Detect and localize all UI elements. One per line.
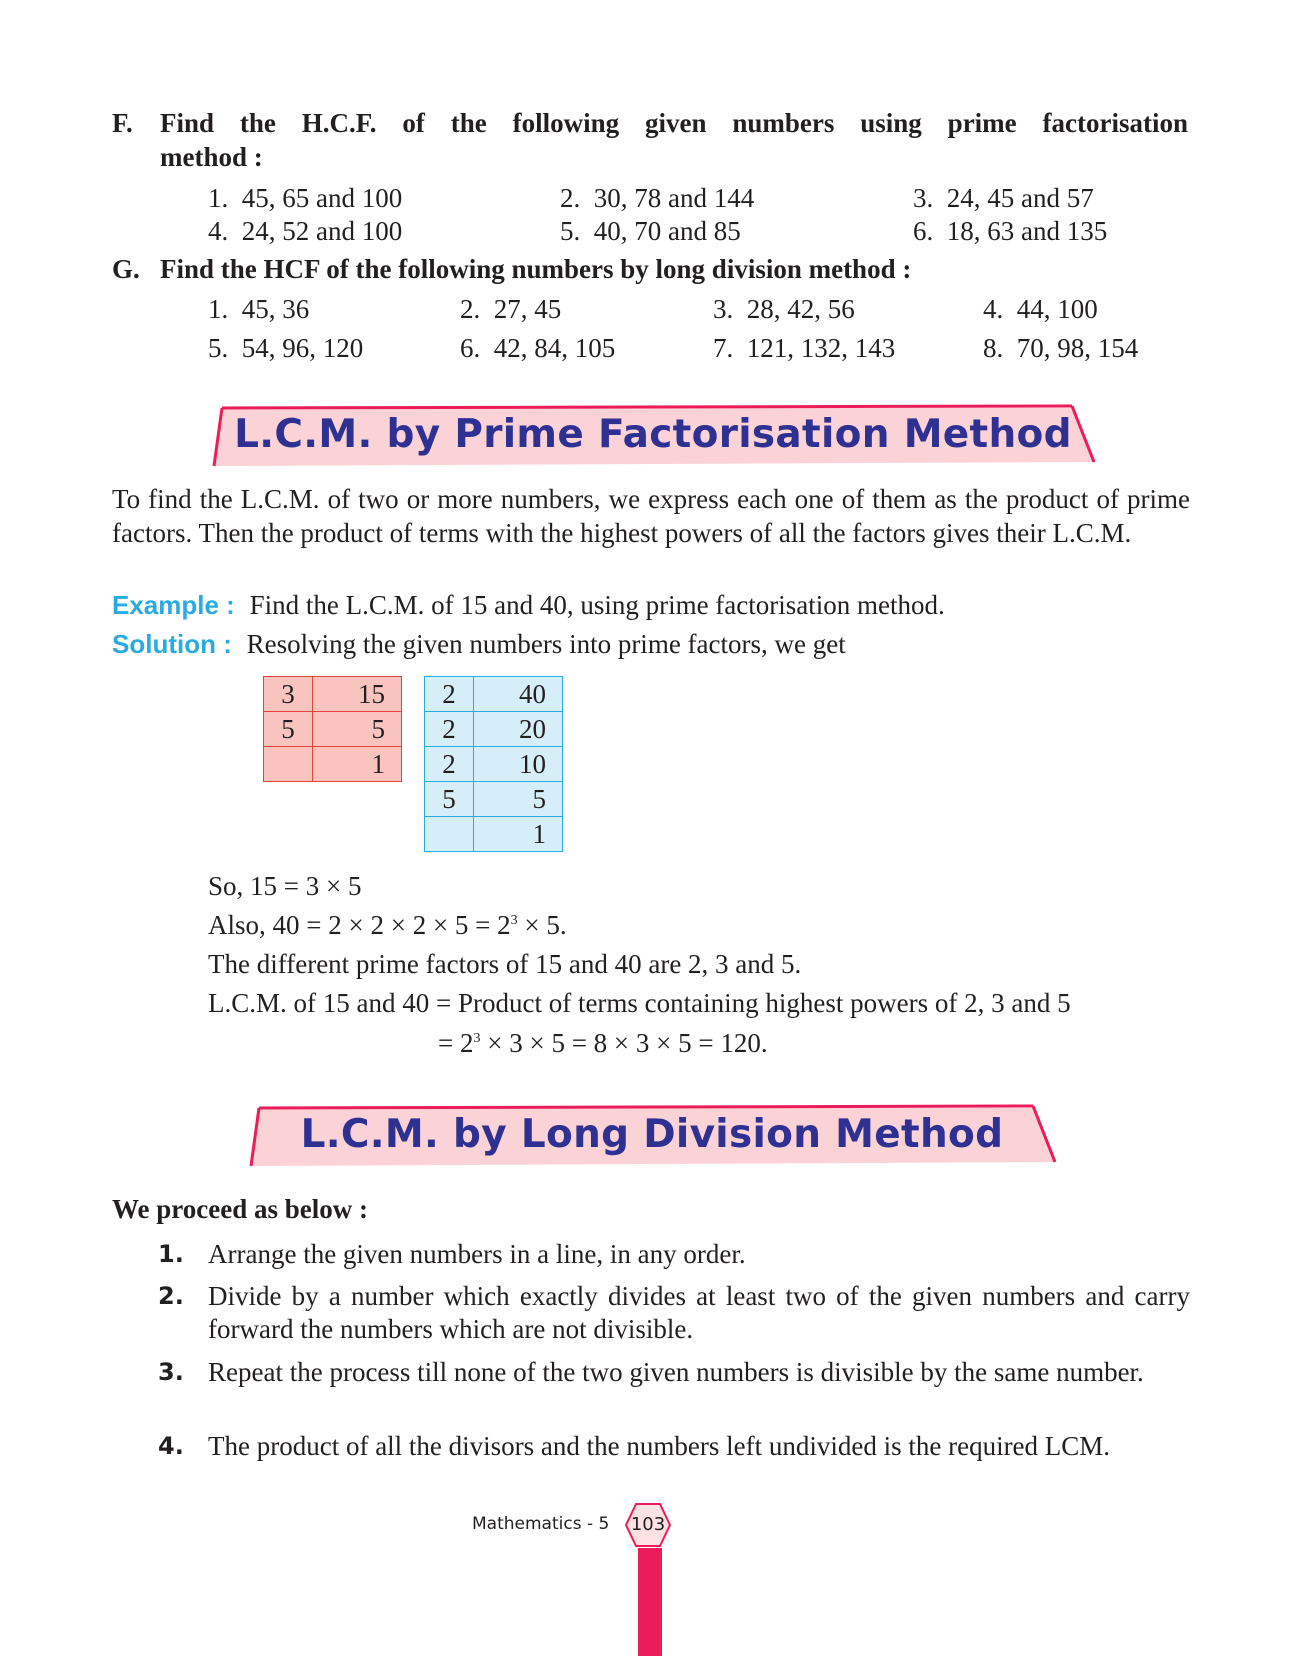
exercise-f-6: 6. 18, 63 and 135 bbox=[913, 216, 1108, 246]
section-f-title-line2: method : bbox=[160, 142, 263, 172]
exercise-f-4: 4. 24, 52 and 100 bbox=[208, 216, 403, 246]
exercise-g-5: 5. 54, 96, 120 bbox=[208, 333, 364, 363]
table-row bbox=[264, 747, 402, 782]
working-line-3: The different prime factors of 15 and 40 are 2, 3 and 5. bbox=[208, 949, 802, 979]
table-divisor-cell bbox=[425, 817, 474, 852]
footer-subject: Mathematics - 5 bbox=[472, 1514, 610, 1534]
table-value-cell: 20 bbox=[474, 712, 563, 747]
exercise-f-1: 1. 45, 65 and 100 bbox=[208, 183, 403, 213]
banner-prime-factorisation bbox=[210, 400, 1096, 472]
section-g-letter: G. bbox=[112, 254, 140, 284]
section-f-title-line1: Find the H.C.F. of the following given numbers using prime factorisation bbox=[160, 108, 1188, 138]
table-divisor-cell bbox=[264, 747, 313, 782]
table-row bbox=[425, 712, 563, 747]
table-row bbox=[264, 677, 402, 712]
banner-long-title: L.C.M. by Long Division Method bbox=[300, 1112, 1004, 1157]
section-g-title: Find the HCF of the following numbers by long division method : bbox=[160, 254, 912, 284]
example-text: Find the L.C.M. of 15 and 40, using prime factorisation method. bbox=[249, 590, 945, 620]
section-g-heading bbox=[0, 254, 1296, 290]
working-line-2: Also, $40 = 2 \times 2 \times 2 \times 5 = 2^3 \times 5$. bbox=[208, 910, 567, 940]
table-value-cell: 5 bbox=[313, 712, 402, 747]
working-line-1: So, 15 = 3 × 5 bbox=[208, 871, 362, 901]
proceed-heading: We proceed as below : bbox=[112, 1194, 368, 1224]
exercise-g-1: 1. 45, 36 bbox=[208, 294, 310, 324]
table-row bbox=[425, 747, 563, 782]
exercise-g-2: 2. 27, 45 bbox=[460, 294, 562, 324]
table-value-cell: 15 bbox=[313, 677, 402, 712]
example-label: Example : bbox=[112, 590, 235, 620]
table-divisor-cell: 2 bbox=[425, 677, 474, 712]
table-value-cell: 1 bbox=[474, 817, 563, 852]
table-divisor-cell: 2 bbox=[425, 747, 474, 782]
page-number-badge bbox=[624, 1502, 672, 1548]
banner-prime-title: L.C.M. by Prime Factorisation Method bbox=[234, 412, 1072, 457]
exercise-g-4: 4. 44, 100 bbox=[983, 294, 1098, 324]
section-f-heading bbox=[0, 108, 1296, 178]
table-divisor-cell: 2 bbox=[425, 712, 474, 747]
exercise-f-3: 3. 24, 45 and 57 bbox=[913, 183, 1094, 213]
exercise-g-7: 7. 121, 132, 143 bbox=[713, 333, 896, 363]
table-row bbox=[425, 677, 563, 712]
division-table-15 bbox=[263, 676, 402, 782]
table-value-cell: 10 bbox=[474, 747, 563, 782]
banner-long-division bbox=[247, 1100, 1057, 1172]
section-f-letter: F. bbox=[112, 108, 133, 138]
table-row bbox=[425, 817, 563, 852]
table-row bbox=[425, 782, 563, 817]
exercise-g-8: 8. 70, 98, 154 bbox=[983, 333, 1139, 363]
working-line-4: L.C.M. of 15 and 40 = Product of terms containing highest powers of 2, 3 and 5 bbox=[208, 988, 1071, 1018]
exercise-g-3: 3. 28, 42, 56 bbox=[713, 294, 855, 324]
table-divisor-cell: 5 bbox=[425, 782, 474, 817]
example-row bbox=[112, 590, 945, 621]
solution-text: Resolving the given numbers into prime factors, we get bbox=[246, 629, 846, 659]
solution-row bbox=[112, 629, 846, 660]
working-line-5: = $2^3 \times 3 \times 5 = 8 \times 3 \times 5 = 120$. bbox=[438, 1028, 768, 1058]
intro-paragraph: To find the L.C.M. of two or more numbers, we express each one of them as the product of prime factors. Then the product of terms with the highest powers of all the factors gives their L.C.M. bbox=[112, 484, 1190, 548]
table-divisor-cell: 5 bbox=[264, 712, 313, 747]
exercise-g-6: 6. 42, 84, 105 bbox=[460, 333, 616, 363]
exercise-f-5: 5. 40, 70 and 85 bbox=[560, 216, 741, 246]
table-divisor-cell: 3 bbox=[264, 677, 313, 712]
page-number: 103 bbox=[630, 1514, 666, 1535]
table-value-cell: 1 bbox=[313, 747, 402, 782]
exercise-f-2: 2. 30, 78 and 144 bbox=[560, 183, 755, 213]
table-value-cell: 5 bbox=[474, 782, 563, 817]
table-row bbox=[264, 712, 402, 747]
table-value-cell: 40 bbox=[474, 677, 563, 712]
division-table-40 bbox=[424, 676, 563, 852]
page-tab-strip bbox=[638, 1548, 662, 1656]
solution-label: Solution : bbox=[112, 629, 232, 659]
